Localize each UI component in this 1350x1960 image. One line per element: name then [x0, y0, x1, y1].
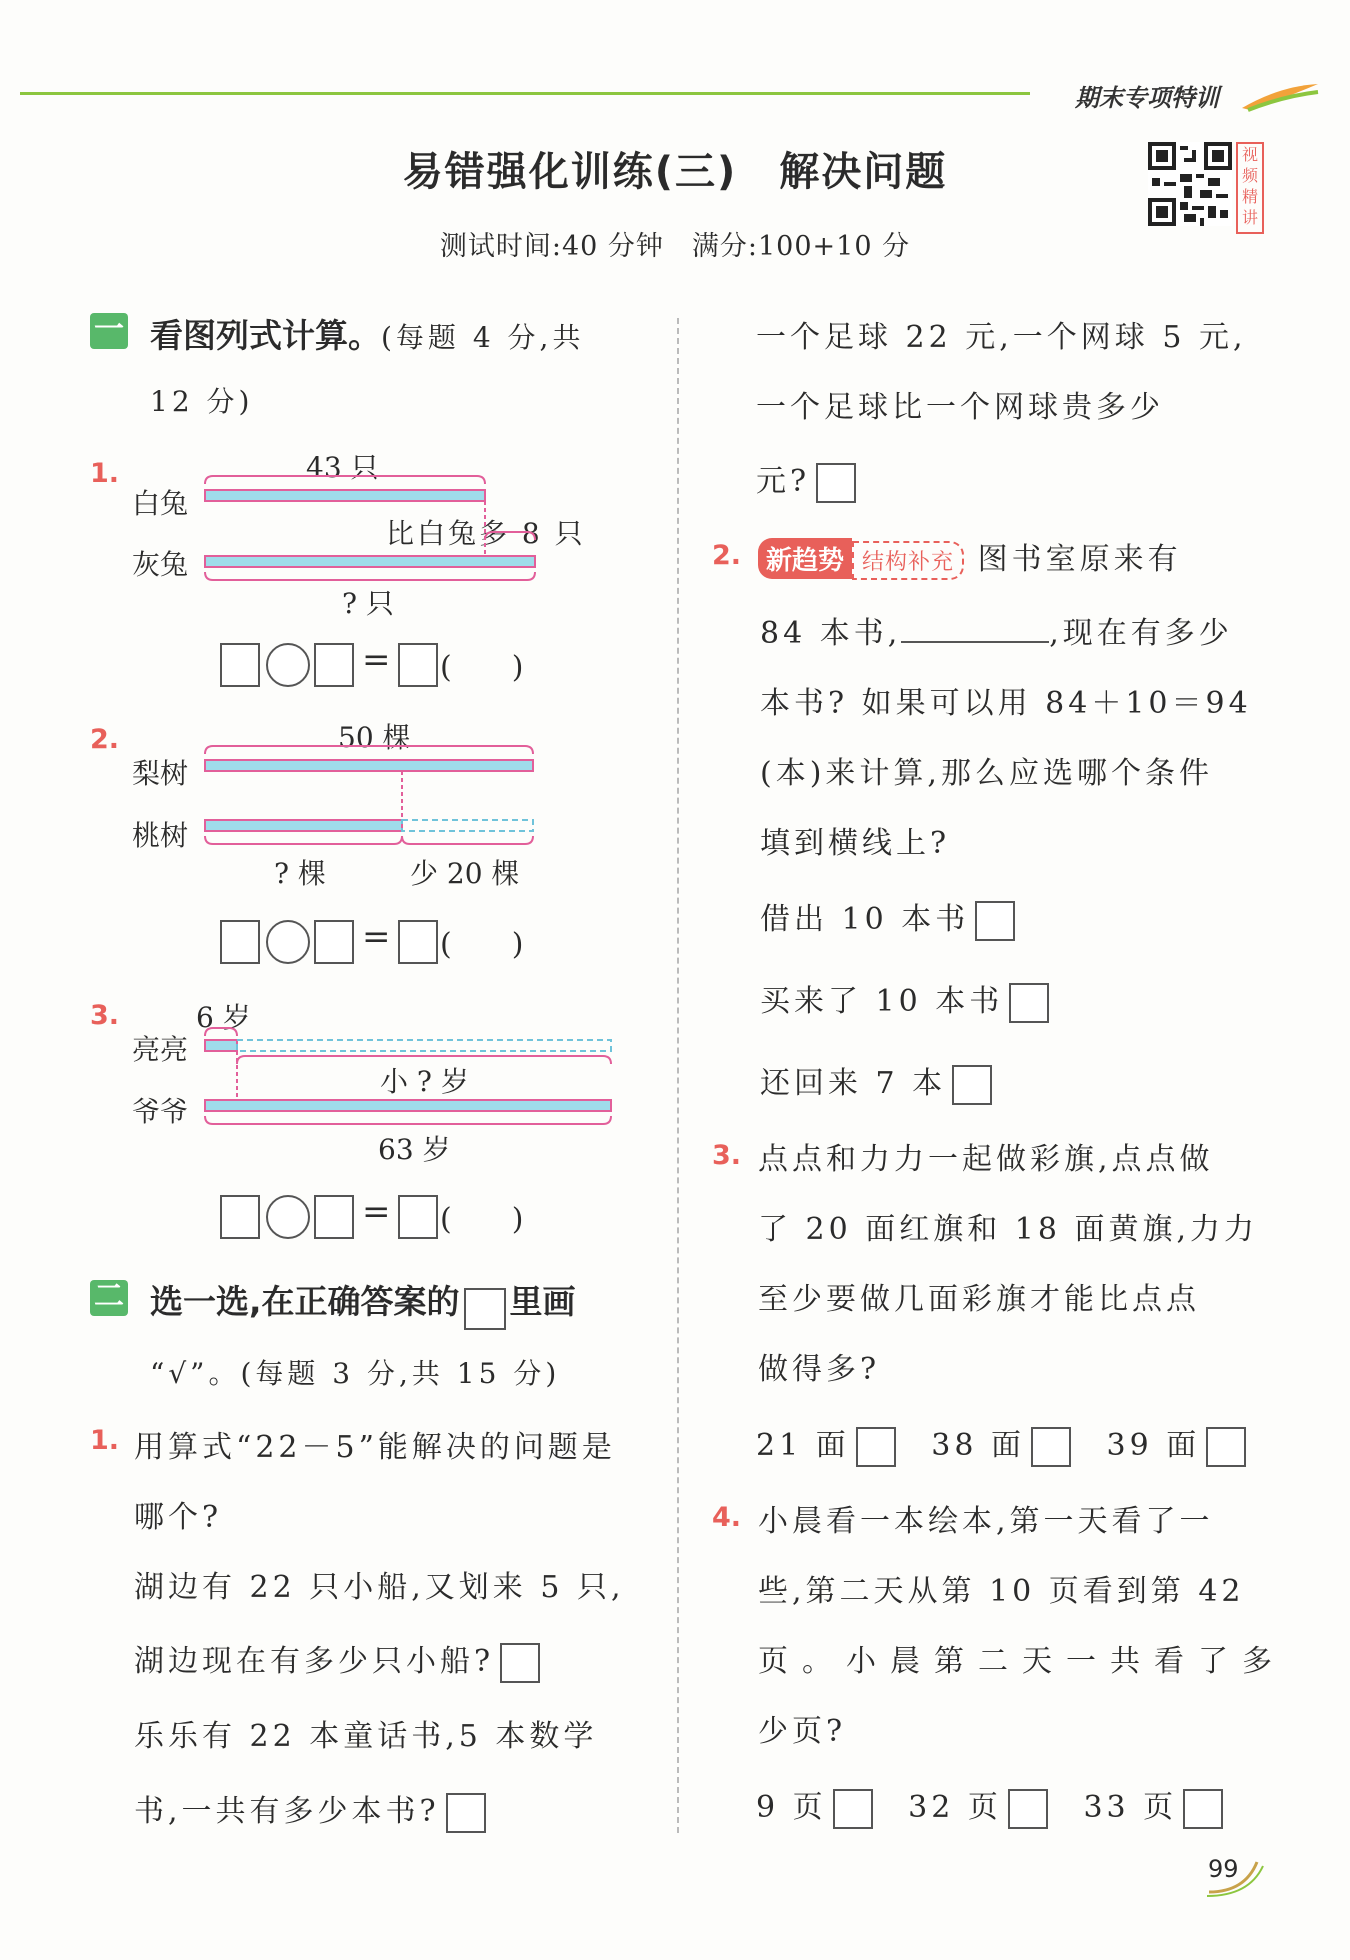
- s2q3-option3: 39 面: [1106, 1428, 1201, 1463]
- problem3-number: 3.: [90, 1000, 120, 1031]
- s2q1-opt2-line2: 书,一共有多少本书?: [134, 1794, 440, 1829]
- s2q2-option2: 买来了 10 本书: [760, 984, 1004, 1019]
- unit-paren[interactable]: ( ): [440, 927, 524, 962]
- s2q2-line4: (本)来计算,那么应选哪个条件: [760, 756, 1213, 791]
- option-checkbox[interactable]: [1008, 1789, 1048, 1829]
- s2q2-line2a: 84 本书,: [760, 616, 902, 651]
- s2q4-number: 4.: [712, 1502, 742, 1533]
- problem1-mid-label: 比白兔多 8 只: [386, 517, 586, 550]
- s2q1-opt2-line1: 乐乐有 22 本童话书,5 本数学: [134, 1719, 598, 1754]
- s2q4-line1: 小晨看一本绘本,第一天看了一: [758, 1504, 1214, 1539]
- problem2-row1-label: 梨树: [132, 757, 189, 790]
- s2q1-number: 1.: [90, 1425, 120, 1456]
- option-checkbox[interactable]: [446, 1793, 486, 1833]
- problem1-row2-label: 灰兔: [132, 548, 189, 581]
- problem2-number: 2.: [90, 724, 120, 755]
- problem3-row1-label: 亮亮: [132, 1033, 189, 1066]
- fill-blank[interactable]: [901, 611, 1049, 643]
- answer-box[interactable]: [314, 1195, 354, 1239]
- section1-mark: 一: [90, 313, 128, 349]
- option-checkbox[interactable]: [1183, 1789, 1223, 1829]
- s2q1-opt3-line3: 元?: [756, 464, 811, 499]
- page-subtitle: 测试时间:40 分钟 满分:100+10 分: [439, 231, 911, 262]
- page-number: 99: [1208, 1855, 1239, 1883]
- answer-box[interactable]: [314, 920, 354, 964]
- s2q4-option1: 9 页: [756, 1790, 827, 1825]
- s2q3-option2: 38 面: [931, 1428, 1025, 1463]
- section2-score: “√”。(每题 3 分,共 15 分): [150, 1357, 561, 1390]
- equals-sign: =: [362, 1192, 391, 1232]
- qr-tag: 视频精讲: [1236, 142, 1264, 234]
- section2-title-cont: 里画: [509, 1282, 576, 1321]
- s2q2-line3: 本书? 如果可以用 84＋10＝94: [760, 686, 1252, 721]
- s2q1-line2: 哪个?: [134, 1500, 223, 1535]
- s2q1-opt3-line1: 一个足球 22 元,一个网球 5 元,: [756, 320, 1247, 355]
- s2q3-line3: 至少要做几面彩旗才能比点点: [758, 1282, 1200, 1317]
- s2q2-option3: 还回来 7 本: [760, 1066, 947, 1101]
- problem3-top-label: 6 岁: [196, 1001, 251, 1034]
- option-checkbox[interactable]: [975, 901, 1015, 941]
- header-tag: 期末专项特训: [1075, 84, 1219, 112]
- problem3-diagram: [195, 1018, 625, 1128]
- problem2-top-label: 50 棵: [338, 721, 411, 754]
- page-swoosh-icon: [1205, 1858, 1265, 1898]
- equals-sign: =: [362, 640, 391, 680]
- option-checkbox[interactable]: [1206, 1427, 1246, 1467]
- s2q4-line4: 少页?: [758, 1714, 847, 1749]
- problem1-top-label: 43 只: [306, 451, 379, 484]
- section1-score-cont: 12 分): [150, 385, 254, 418]
- equals-sign: =: [362, 917, 391, 957]
- s2q4-line2: 些,第二天从第 10 页看到第 42: [758, 1574, 1245, 1609]
- problem3-row2-label: 爷爷: [132, 1095, 189, 1128]
- s2q4-option2: 32 页: [908, 1790, 1002, 1825]
- s2q1-opt3-line2: 一个足球比一个网球贵多少: [756, 390, 1164, 425]
- s2q1-opt1-line1: 湖边有 22 只小船,又划来 5 只,: [134, 1570, 625, 1605]
- section1-score: (每题 4 分,共: [381, 321, 585, 354]
- s2q1-line1: 用算式“22－5”能解决的问题是: [134, 1430, 616, 1465]
- problem2-row2-label: 桃树: [132, 819, 189, 852]
- answer-box[interactable]: [398, 643, 438, 687]
- problem2-diagram: [195, 740, 555, 850]
- problem1-diagram: [195, 470, 555, 585]
- problem2-bottom-right-label: 少 20 棵: [410, 857, 520, 890]
- answer-box[interactable]: [220, 643, 260, 687]
- s2q1-opt1-line2: 湖边现在有多少只小船?: [134, 1644, 495, 1679]
- s2q3-number: 3.: [712, 1140, 742, 1171]
- s2q4-line3: 页。小晨第二天一共看了多: [758, 1644, 1286, 1679]
- qr-code-icon[interactable]: [1148, 142, 1232, 226]
- option-checkbox[interactable]: [856, 1427, 896, 1467]
- s2q2-line1: 图书室原来有: [977, 542, 1182, 577]
- trend-tag: 新趋势: [758, 538, 852, 579]
- operator-circle[interactable]: [266, 643, 310, 687]
- s2q2-line2b: ,现在有多少: [1049, 616, 1233, 651]
- s2q2-line5: 填到横线上?: [760, 826, 951, 861]
- structure-tag: 结构补充: [852, 541, 964, 580]
- s2q4-option3: 33 页: [1083, 1790, 1178, 1825]
- option-checkbox[interactable]: [833, 1789, 873, 1829]
- option-checkbox[interactable]: [1009, 983, 1049, 1023]
- option-checkbox[interactable]: [500, 1643, 540, 1683]
- problem3-bottom-label: 63 岁: [378, 1133, 451, 1166]
- option-checkbox[interactable]: [816, 463, 856, 503]
- header-rule: [20, 92, 1030, 95]
- s2q3-line2: 了 20 面红旗和 18 面黄旗,力力: [758, 1212, 1259, 1247]
- operator-circle[interactable]: [266, 920, 310, 964]
- page-title: 易错强化训练(三) 解决问题: [402, 149, 948, 195]
- problem2-bottom-left-label: ? 棵: [274, 857, 326, 890]
- s2q3-line4: 做得多?: [758, 1352, 881, 1387]
- s2q3-option1: 21 面: [756, 1428, 850, 1463]
- s2q2-option1: 借出 10 本书: [760, 902, 970, 937]
- section1-title: 看图列式计算。: [150, 316, 381, 355]
- answer-box[interactable]: [398, 920, 438, 964]
- problem1-bottom-label: ? 只: [342, 587, 394, 620]
- option-checkbox[interactable]: [1031, 1427, 1071, 1467]
- answer-box[interactable]: [220, 920, 260, 964]
- option-checkbox[interactable]: [952, 1065, 992, 1105]
- operator-circle[interactable]: [266, 1195, 310, 1239]
- s2q3-line1: 点点和力力一起做彩旗,点点做: [758, 1142, 1214, 1177]
- answer-box[interactable]: [314, 643, 354, 687]
- unit-paren[interactable]: ( ): [440, 1202, 524, 1237]
- answer-box[interactable]: [220, 1195, 260, 1239]
- checkbox-sample: [464, 1288, 506, 1330]
- column-divider: [677, 318, 679, 1833]
- problem1-row1-label: 白兔: [132, 487, 189, 520]
- section2-mark: 二: [90, 1280, 128, 1316]
- problem3-mid-label: 小 ? 岁: [380, 1065, 469, 1098]
- unit-paren[interactable]: ( ): [440, 650, 524, 685]
- section2-title: 选一选,在正确答案的: [150, 1282, 460, 1321]
- swoosh-decoration-icon: [1240, 82, 1320, 112]
- answer-box[interactable]: [398, 1195, 438, 1239]
- problem1-number: 1.: [90, 458, 120, 489]
- s2q2-number: 2.: [712, 540, 742, 571]
